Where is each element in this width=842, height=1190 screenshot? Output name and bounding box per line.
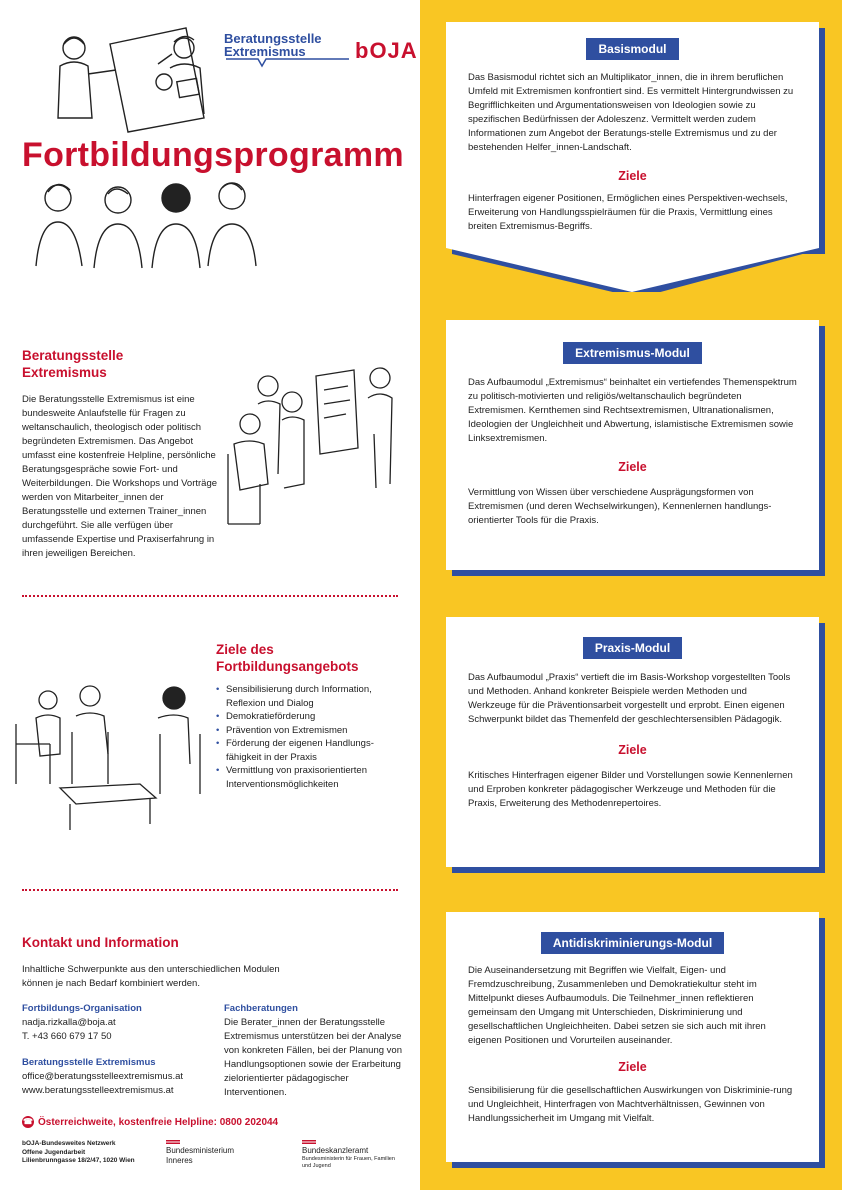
goals-list-item: • Vermittlung von praxisorientierten Interventionsmöglichkeiten	[216, 764, 402, 791]
contact-section	[22, 934, 402, 1098]
module-card-praxis	[446, 617, 819, 867]
contact-col-left	[22, 1002, 212, 1098]
contact-col-right	[224, 1002, 404, 1100]
hotline-text: Österreichweite, kostenfreie Helpline: 0800 202044	[38, 1116, 279, 1128]
discussion-illustration	[10, 684, 210, 834]
footer-boja	[22, 1140, 135, 1166]
module-title: Extremismus-Modul	[563, 342, 702, 364]
contact-intro: Inhaltliche Schwerpunkte aus den unterschiedlichen Modulen können je nach Bedarf kombiniert werden.	[22, 964, 280, 989]
goals-list-item: • Demokratieförderung	[216, 710, 402, 724]
goals-heading	[216, 641, 402, 675]
module-goals-text: Sensibilisierung für die gesellschaftlichen Auswirkungen von Diskriminie-rung und Ungleichheit, Hinterfragen von Machtverhältnissen, Gewinnen von Handlungssicherheit im Umgang mit Vielfalt.	[468, 1085, 793, 1124]
hotline	[22, 1116, 278, 1128]
ministry2-line2: Bundesministerin für Frauen, Familien und Jugend	[302, 1156, 395, 1169]
goals-list	[216, 683, 402, 791]
footer-boja-line1: bOJA-Bundesweites Netzwerk	[22, 1140, 116, 1147]
goals-list-item: • Prävention von Extremismen	[216, 724, 402, 738]
module-text: Das Aufbaumodul „Praxis“ vertieft die im Basis-Workshop vorgestellten Tools und Methoden. Anhand konkreter Beispiele werden Methoden und Werkzeuge für die Präventionsarbeit vorgestellt und erprobt. Einen eigenen Schwerpunkt bildet das Themenfeld der geschlechtersensiblen Pädagogik.	[468, 672, 791, 725]
advice-text: Die Berater_innen der Beratungsstelle Extremismus unterstützen bei der Analyse von konkreten Fällen, bei der Planung von Handlungsoptionen sowie der Erarbeitung zielorientierter pädagogischer Interventionen.	[224, 1017, 402, 1098]
module-card-basis	[446, 22, 819, 248]
org-email-link[interactable]: nadja.rizkalla@boja.at	[22, 1017, 116, 1028]
module-goals-text: Kritisches Hinterfragen eigener Bilder und Vorstellungen sowie Kennenlernen und Erproben konkreter pädagogischer Werkzeuge und Methoden für die Praxis, Erweiterung des Methodenrepertoires.	[468, 770, 793, 809]
center-web-link[interactable]: www.beratungsstelleextremismus.at	[22, 1085, 174, 1096]
ministry1-line1: Bundesministerium	[166, 1146, 235, 1155]
footer-ministry-interior	[166, 1140, 234, 1166]
logo-line1: Beratungsstelle	[224, 31, 322, 46]
module-goals-text: Vermittlung von Wissen über verschiedene Ausprägungsformen von Extremismen (und deren Wechselwirkungen), Kennenlernen handlungs-orientierter Tools für die Praxis.	[468, 487, 772, 526]
group-illustration	[220, 364, 410, 534]
module-text: Die Auseinandersetzung mit Begriffen wie Vielfalt, Eigen- und Fremdzuschreibung, Zusammenleben und Demokratiekultur steht im Mittelpunkt dieses Aufbaumoduls. Die Teilnehmer_innen reflektieren gemeinsam den Umgang mit Unterschieden, Diskriminierung und gesellschaftlichen Ungleichheiten. Dabei setzen sie sich auch mit ihren eigenen Positionen und Vorurteilen auseinander.	[468, 965, 766, 1046]
module-title: Antidiskriminierungs-Modul	[541, 932, 724, 954]
austrian-flag-icon	[302, 1140, 316, 1144]
module-goals-heading: Ziele	[618, 460, 647, 474]
footer-boja-line2: Offene Jugendarbeit	[22, 1148, 86, 1156]
speech-bubble-icon	[224, 30, 364, 78]
module-goals-heading: Ziele	[618, 1060, 647, 1074]
about-text: Die Beratungsstelle Extremismus ist eine bundesweite Anlaufstelle für Fragen zu weltanschaulich, theologisch oder politisch begründeten Extremismen. Das Angebot umfasst eine kostenfreie Helpline, persönliche Beratungsgespräche sowie Fort- und Weiterbildungen. Die Workshops und Vorträge werden von Mitarbeiter_innen der Beratungsstelle und externen Trainer_innen durchgeführt. Sie alle verfügen über umfassende Expertise und Praxiserfahrung in ihren jeweiligen Bereichen.	[22, 394, 218, 559]
ministry2-line1: Bundeskanzleramt	[302, 1146, 369, 1155]
module-text: Das Aufbaumodul „Extremismus“ beinhaltet ein vertiefendes Themenspektrum zu politisch-motivierten und religiös/weltanschaulich begründeten Extremismen. Kernthemen sind Rechtsextremismen, Ultranationalismen, Ideologien der Ungleichheit und Abwertung, islamistische Extremismen sowie Linksextremismen.	[468, 377, 797, 444]
module-text: Das Basismodul richtet sich an Multiplikator_innen, die in ihrem beruflichen Umfeld mit Extremismen konfrontiert sind. Es vermittelt Hintergrundwissen zu Begrifflichkeiten und Argumentationsweisen von Ideologien sowie zu spezifischen Bedürfnissen der Adoleszenz. Vermittelt werden zudem Informationen zum Angebot der Beratungs-stelle Extremismus und zu der bestehenden Helfer_innen-Landschaft.	[468, 72, 794, 153]
divider-1	[22, 595, 398, 597]
goals-list-item: • Förderung der eigenen Handlungs-fähigkeit in der Praxis	[216, 737, 402, 764]
footer-chancellery	[302, 1140, 402, 1170]
org-heading: Fortbildungs-Organisation	[22, 1003, 142, 1014]
phone-icon: ☎	[23, 1117, 33, 1126]
contact-heading: Kontakt und Information	[22, 935, 179, 950]
footer-boja-line3: Lilienbrunngasse 18/2/47, 1020 Wien	[22, 1157, 135, 1164]
module-goals-text: Hinterfragen eigener Positionen, Ermöglichen eines Perspektiven-wechsels, Erweiterung von Handlungsspielräumen für die Praxis, Vermittlung eines breiten Extremismus-Begriffs.	[468, 193, 788, 232]
goals-heading-line1: Ziele des	[216, 642, 274, 657]
austrian-flag-icon	[166, 1140, 180, 1144]
about-section	[22, 347, 218, 561]
module-goals-heading: Ziele	[618, 743, 647, 757]
center-heading: Beratungsstelle Extremismus	[22, 1057, 156, 1068]
module-title: Basismodul	[586, 38, 678, 60]
center-email-link[interactable]: office@beratungsstelleextremismus.at	[22, 1071, 184, 1082]
divider-2	[22, 889, 398, 891]
about-heading-line2: Extremismus	[22, 365, 107, 380]
goals-list-item: • Sensibilisierung durch Information, Reflexion und Dialog	[216, 683, 402, 710]
module-card-extremismus	[446, 320, 819, 570]
ministry1-line2: Inneres	[166, 1156, 193, 1165]
advice-heading: Fachberatungen	[224, 1003, 298, 1014]
about-heading	[22, 347, 218, 381]
logo-brand: bOJA	[355, 38, 418, 63]
presenter-illustration	[46, 14, 226, 134]
logo-line2: Extremismus	[224, 44, 306, 59]
org-phone: T. +43 660 679 17 50	[22, 1031, 112, 1042]
module-goals-heading: Ziele	[618, 169, 647, 183]
page-title: Fortbildungsprogramm	[22, 136, 404, 174]
logo	[224, 30, 418, 78]
goals-heading-line2: Fortbildungsangebots	[216, 659, 359, 674]
card-arrow-shape	[446, 248, 819, 292]
audience-illustration	[18, 174, 268, 270]
goals-section	[216, 641, 402, 791]
module-title: Praxis-Modul	[583, 637, 682, 659]
about-heading-line1: Beratungsstelle	[22, 348, 124, 363]
module-card-antidiskriminierung	[446, 912, 819, 1162]
